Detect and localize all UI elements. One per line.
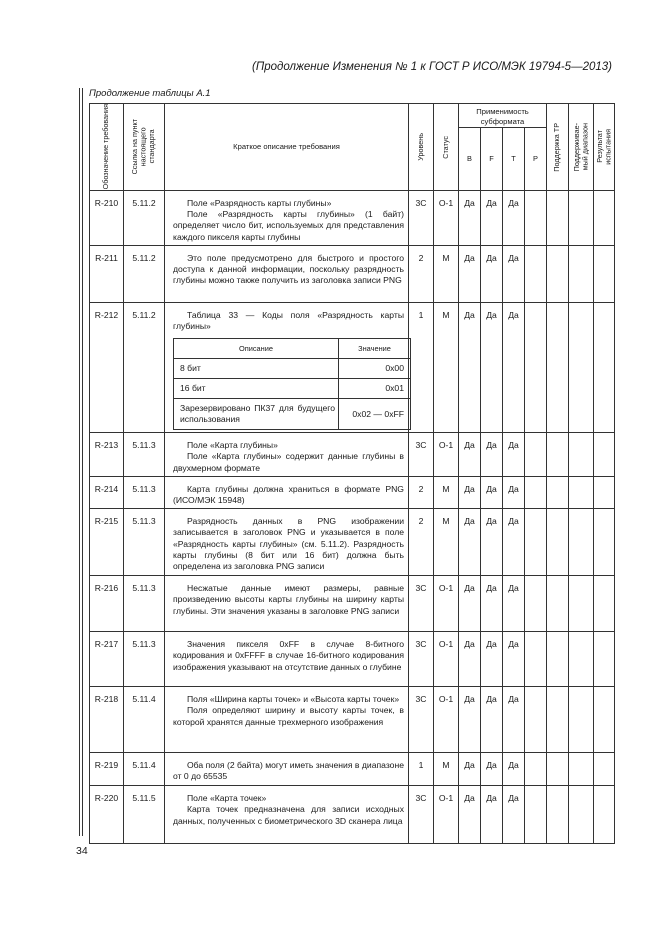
req-level: 3C (409, 191, 434, 246)
test-result-cell (594, 786, 615, 844)
support-tr-cell (547, 687, 569, 753)
support-tr-cell (547, 786, 569, 844)
test-result-cell (594, 576, 615, 632)
supported-range-cell (569, 302, 594, 432)
req-ref: 5.11.2 (124, 191, 165, 246)
test-result-cell (594, 753, 615, 786)
req-level: 3C (409, 687, 434, 753)
applicability-p (525, 687, 547, 753)
test-result-cell (594, 509, 615, 576)
header-supported-range: Поддерживае- мый диапазон (569, 104, 594, 191)
applicability-t: Да (503, 753, 525, 786)
requirements-table (89, 103, 615, 844)
test-result-cell (594, 687, 615, 753)
supported-range-cell (569, 576, 594, 632)
applicability-t: Да (503, 786, 525, 844)
applicability-b: Да (459, 245, 481, 302)
applicability-f: Да (481, 245, 503, 302)
applicability-f: Да (481, 687, 503, 753)
req-ref: 5.11.5 (124, 786, 165, 844)
supported-range-cell (569, 632, 594, 687)
req-status: O-1 (434, 191, 459, 246)
req-id: R-210 (90, 191, 124, 246)
req-level: 2 (409, 245, 434, 302)
supported-range-cell (569, 245, 594, 302)
req-level: 1 (409, 302, 434, 432)
header-fmt-b: B (459, 128, 481, 191)
req-ref: 5.11.2 (124, 302, 165, 432)
req-status: O-1 (434, 687, 459, 753)
req-ref: 5.11.2 (124, 245, 165, 302)
test-result-cell (594, 245, 615, 302)
req-id: R-214 (90, 476, 124, 508)
req-ref: 5.11.3 (124, 632, 165, 687)
req-status: O-1 (434, 433, 459, 477)
inner-header-description: Описание (174, 339, 339, 359)
applicability-t: Да (503, 191, 525, 246)
supported-range-cell (569, 476, 594, 508)
req-level: 3C (409, 576, 434, 632)
header-fmt-p: P (525, 128, 547, 191)
support-tr-cell (547, 191, 569, 246)
req-ref: 5.11.3 (124, 433, 165, 477)
applicability-f: Да (481, 191, 503, 246)
req-id: R-213 (90, 433, 124, 477)
req-level: 1 (409, 753, 434, 786)
req-level: 3C (409, 632, 434, 687)
applicability-b: Да (459, 433, 481, 477)
req-id: R-212 (90, 302, 124, 432)
applicability-p (525, 433, 547, 477)
applicability-p (525, 302, 547, 432)
page-number: 34 (76, 845, 88, 857)
applicability-f: Да (481, 786, 503, 844)
support-tr-cell (547, 476, 569, 508)
req-level: 2 (409, 509, 434, 576)
header-applicability: Применимость субформата (459, 104, 547, 128)
inner-value: 0x00 (339, 359, 411, 379)
req-description: Поля «Ширина карты точек» и «Высота карты точек» Поля определяют ширину и высоту карты точек, в которой хранятся данные трехмерного изображения (165, 687, 409, 753)
applicability-b: Да (459, 191, 481, 246)
req-status: O-1 (434, 632, 459, 687)
applicability-p (525, 786, 547, 844)
req-id: R-218 (90, 687, 124, 753)
depth-bits-codes-table (173, 338, 411, 430)
inner-row (174, 399, 411, 430)
test-result-cell (594, 433, 615, 477)
supported-range-cell (569, 433, 594, 477)
req-id: R-217 (90, 632, 124, 687)
applicability-t: Да (503, 245, 525, 302)
support-tr-cell (547, 509, 569, 576)
applicability-f: Да (481, 509, 503, 576)
applicability-t: Да (503, 476, 525, 508)
support-tr-cell (547, 302, 569, 432)
applicability-b: Да (459, 302, 481, 432)
header-fmt-f: F (481, 128, 503, 191)
table-row (90, 245, 615, 302)
req-status: M (434, 245, 459, 302)
header-status: Статус (434, 104, 459, 191)
req-level: 2 (409, 476, 434, 508)
applicability-f: Да (481, 433, 503, 477)
req-description: Значения пикселя 0xFF в случае 8-битного кодирования и 0xFFFF в случае 16-битного кодирования изображения указывают на отсутствие данных о глубине (165, 632, 409, 687)
applicability-b: Да (459, 476, 481, 508)
req-ref: 5.11.4 (124, 753, 165, 786)
table-row (90, 632, 615, 687)
applicability-p (525, 576, 547, 632)
header-support-tr: Поддержка ТР (547, 104, 569, 191)
req-ref: 5.11.4 (124, 687, 165, 753)
table-row (90, 191, 615, 246)
header-description: Краткое описание требования (165, 104, 409, 191)
req-level: 3C (409, 786, 434, 844)
applicability-b: Да (459, 632, 481, 687)
test-result-cell (594, 302, 615, 432)
req-description: Поле «Карта точек» Карта точек предназначена для записи исходных данных, полученных с биометрического 3D сканера лица (165, 786, 409, 844)
supported-range-cell (569, 687, 594, 753)
test-result-cell (594, 632, 615, 687)
applicability-f: Да (481, 302, 503, 432)
applicability-f: Да (481, 632, 503, 687)
support-tr-cell (547, 245, 569, 302)
support-tr-cell (547, 632, 569, 687)
req-description: Карта глубины должна храниться в формате PNG (ИСО/МЭК 15948) (165, 476, 409, 508)
table-row (90, 687, 615, 753)
applicability-t: Да (503, 687, 525, 753)
req-status: M (434, 476, 459, 508)
req-level: 3C (409, 433, 434, 477)
supported-range-cell (569, 191, 594, 246)
header-row (90, 104, 615, 128)
header-ref: Ссылка на пункт настоящего стандарта (124, 104, 165, 191)
table-row (90, 786, 615, 844)
running-head: (Продолжение Изменения № 1 к ГОСТ Р ИСО/МЭК 19794-5—2013) (252, 61, 612, 73)
header-test-result: Результат испытания (594, 104, 615, 191)
req-description: Это поле предусмотрено для быстрого и простого доступа к данной информации, поскольку разрядность глубины можно также получить из заголовка записи PNG (165, 245, 409, 302)
req-id: R-215 (90, 509, 124, 576)
req-status: M (434, 302, 459, 432)
applicability-b: Да (459, 687, 481, 753)
margin-line-2 (82, 88, 83, 836)
applicability-p (525, 191, 547, 246)
req-description: Оба поля (2 байта) могут иметь значения в диапазоне от 0 до 65535 (165, 753, 409, 786)
test-result-cell (594, 191, 615, 246)
inner-value: 0x02 — 0xFF (339, 399, 411, 430)
applicability-p (525, 245, 547, 302)
applicability-f: Да (481, 476, 503, 508)
support-tr-cell (547, 753, 569, 786)
table-caption: Продолжение таблицы А.1 (89, 88, 211, 99)
inner-desc: 16 бит (174, 379, 339, 399)
applicability-p (525, 632, 547, 687)
inner-row (174, 359, 411, 379)
header-id: Обозначение требования (90, 104, 124, 191)
req-id: R-211 (90, 245, 124, 302)
applicability-p (525, 753, 547, 786)
applicability-b: Да (459, 509, 481, 576)
req-description: Несжатые данные имеют размеры, равные произведению высоты карты глубины на ширину карты глубины. Эти значения указаны в заголовке PNG записи (165, 576, 409, 632)
test-result-cell (594, 476, 615, 508)
req-description: Разрядность данных в PNG изображении записывается в заголовок PNG и указывается в поле «Разрядность карты глубины» (см. 5.11.2). Разрядность карты глубины (8 бит или 16 бит) должна быть определена из заголовка PNG записи (165, 509, 409, 576)
supported-range-cell (569, 509, 594, 576)
table-row (90, 433, 615, 477)
applicability-p (525, 509, 547, 576)
applicability-b: Да (459, 786, 481, 844)
support-tr-cell (547, 433, 569, 477)
table-row (90, 509, 615, 576)
applicability-t: Да (503, 632, 525, 687)
applicability-f: Да (481, 753, 503, 786)
applicability-t: Да (503, 302, 525, 432)
table-row (90, 576, 615, 632)
table-row (90, 753, 615, 786)
req-status: O-1 (434, 786, 459, 844)
req-id: R-219 (90, 753, 124, 786)
inner-desc: 8 бит (174, 359, 339, 379)
margin-line (79, 88, 80, 836)
req-description: Поле «Карта глубины» Поле «Карта глубины» содержит данные глубины в двухмерном формате (165, 433, 409, 477)
inner-desc: Зарезервировано ПК37 для будущего использования (174, 399, 339, 430)
supported-range-cell (569, 786, 594, 844)
req-description: Таблица 33 — Коды поля «Разрядность карты глубины» Описание Значение 8 бит 0x00 16 бит 0x01 Зарезервировано ПК37 для будущего использования 0x02 — 0xFF (165, 302, 409, 432)
applicability-b: Да (459, 576, 481, 632)
inner-header-value: Значение (339, 339, 411, 359)
applicability-t: Да (503, 433, 525, 477)
req-ref: 5.11.3 (124, 476, 165, 508)
header-level: Уровень (409, 104, 434, 191)
applicability-t: Да (503, 509, 525, 576)
inner-row (174, 379, 411, 399)
req-id: R-216 (90, 576, 124, 632)
req-ref: 5.11.3 (124, 576, 165, 632)
req-status: M (434, 753, 459, 786)
supported-range-cell (569, 753, 594, 786)
applicability-t: Да (503, 576, 525, 632)
applicability-p (525, 476, 547, 508)
req-status: M (434, 509, 459, 576)
inner-value: 0x01 (339, 379, 411, 399)
applicability-b: Да (459, 753, 481, 786)
table-row (90, 302, 615, 432)
header-fmt-t: T (503, 128, 525, 191)
req-description: Поле «Разрядность карты глубины» Поле «Разрядность карты глубины» (1 байт) определяет число бит, используемых для представления каждого пикселя карты глубины (165, 191, 409, 246)
req-ref: 5.11.3 (124, 509, 165, 576)
req-id: R-220 (90, 786, 124, 844)
req-status: O-1 (434, 576, 459, 632)
support-tr-cell (547, 576, 569, 632)
applicability-f: Да (481, 576, 503, 632)
table-row (90, 476, 615, 508)
